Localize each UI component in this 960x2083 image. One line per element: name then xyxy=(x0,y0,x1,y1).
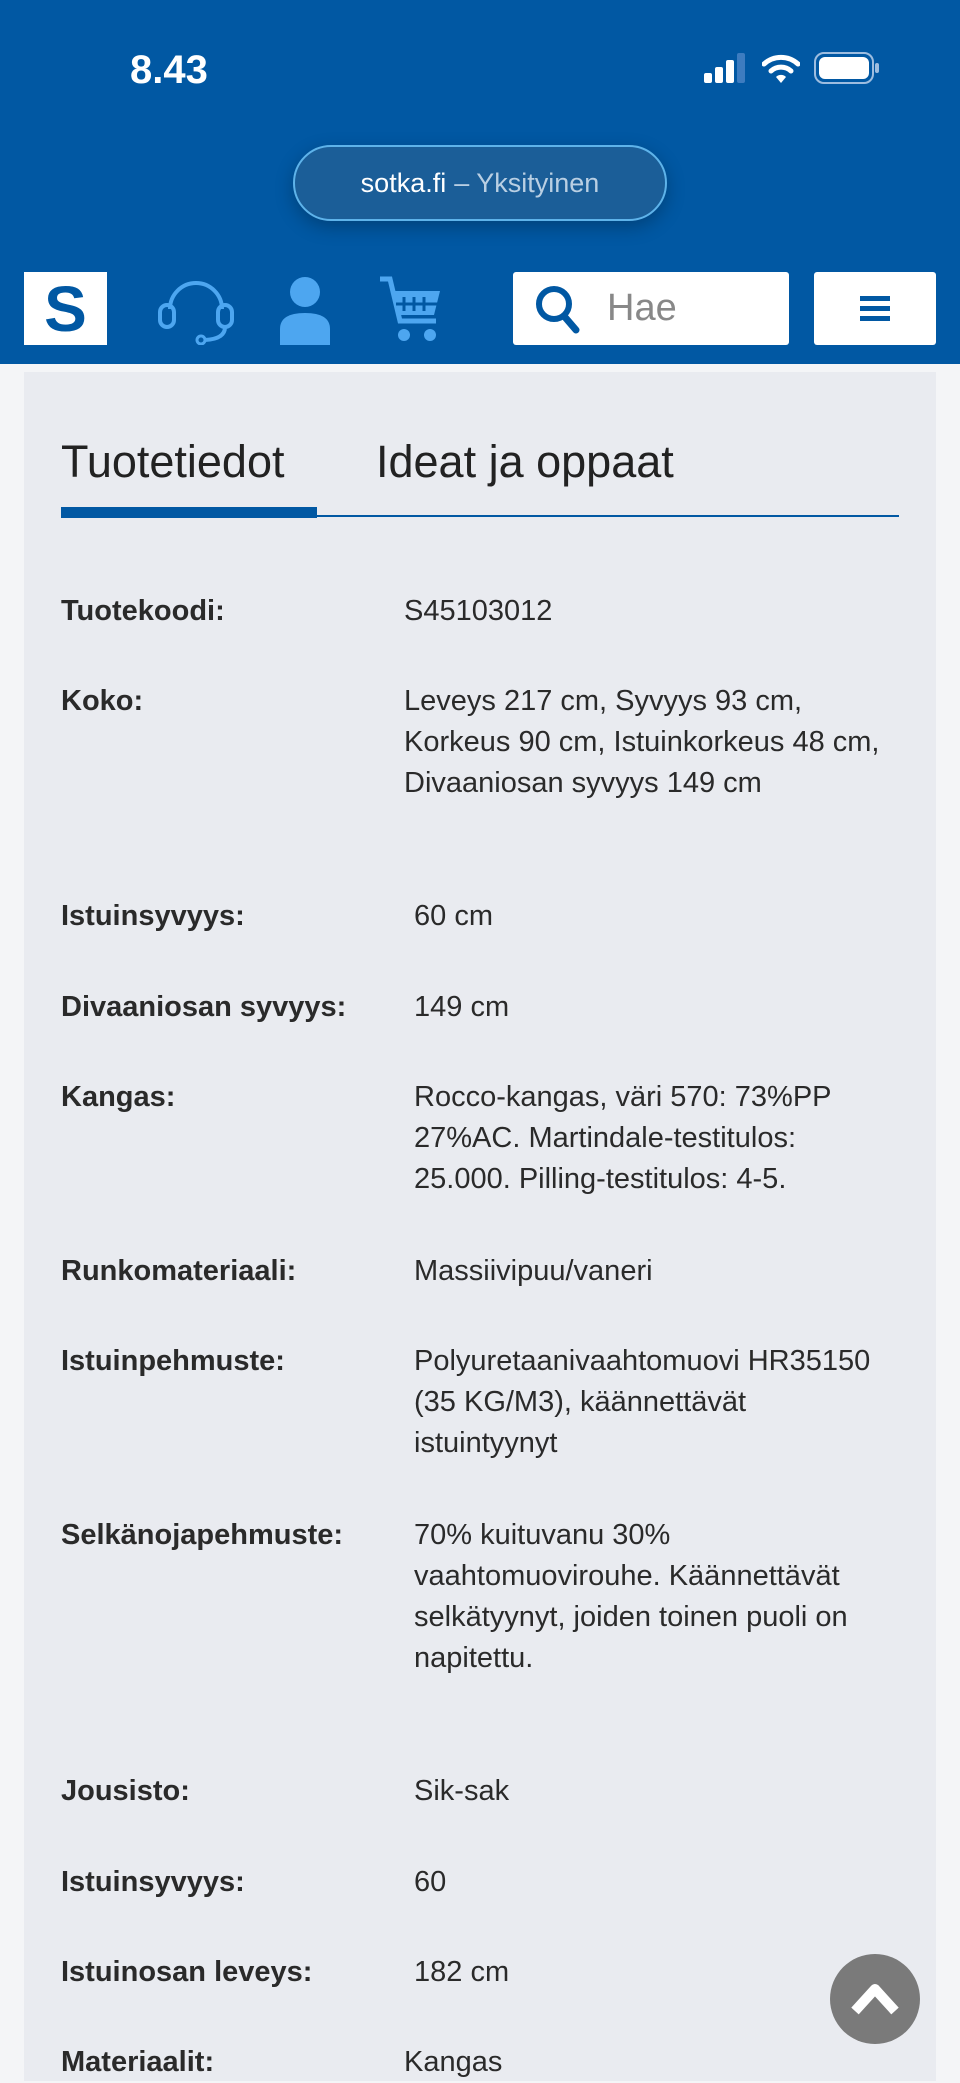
signal-icon xyxy=(704,53,748,83)
sotka-logo[interactable]: S xyxy=(24,272,107,345)
spec-value: Polyuretaanivaahtomuovi HR35150 (35 KG/M3), käännettävät istuintyynyt xyxy=(414,1345,871,1459)
spec-label: Tuotekoodi: xyxy=(61,595,225,627)
spec-value: S45103012 xyxy=(404,595,553,627)
spec-label: Jousisto: xyxy=(61,1775,190,1807)
spec-label: Istuinsyvyys: xyxy=(61,900,245,932)
spec-value: 149 cm xyxy=(414,991,510,1023)
spec-value: Rocco-kangas, väri 570: 73%PP 27%AC. Martindale-testitulos: 25.000. Pilling-testitulos: 4-5. xyxy=(414,1081,831,1195)
user-icon[interactable] xyxy=(278,275,332,345)
battery-icon xyxy=(814,52,880,84)
spec-label: Istuinosan leveys: xyxy=(61,1956,313,1988)
search-icon xyxy=(535,284,581,334)
spec-value: 70% kuituvanu 30% vaahtomuovirouhe. Käännettävät selkätyynyt, joiden toinen puoli on napitettu. xyxy=(414,1519,848,1674)
spec-label: Kangas: xyxy=(61,1081,176,1113)
cart-icon[interactable] xyxy=(378,275,444,345)
search-input[interactable] xyxy=(513,272,789,345)
search-placeholder: Hae xyxy=(607,287,677,329)
status-icons xyxy=(704,52,880,84)
spec-label: Koko: xyxy=(61,685,144,717)
tab-ideat-ja-oppaat[interactable]: Ideat ja oppaat xyxy=(376,436,674,487)
spec-label: Divaaniosan syvyys: xyxy=(61,991,347,1023)
browsing-mode: – Yksityinen xyxy=(454,167,600,198)
spec-value: Massiivipuu/vaneri xyxy=(414,1255,653,1287)
hamburger-icon xyxy=(860,296,890,322)
spec-label: Istuinsyvyys: xyxy=(61,1866,245,1898)
url-bar[interactable] xyxy=(293,145,667,221)
active-tab-indicator xyxy=(61,507,317,518)
spec-label: Runkomateriaali: xyxy=(61,1255,297,1287)
scroll-to-top-button[interactable] xyxy=(830,1954,920,2044)
headset-icon[interactable] xyxy=(156,275,236,345)
url-domain: sotka.fi xyxy=(360,167,447,198)
wifi-icon xyxy=(762,53,800,83)
chevron-up-icon xyxy=(850,1981,900,2017)
spec-value: Leveys 217 cm, Syvyys 93 cm, Korkeus 90 cm, Istuinkorkeus 48 cm, Divaaniosan syvyys 149 cm xyxy=(404,685,880,799)
status-time: 8.43 xyxy=(130,48,208,92)
spec-value: Sik-sak xyxy=(414,1775,510,1807)
spec-label: Istuinpehmuste: xyxy=(61,1345,285,1377)
spec-value: Kangas xyxy=(404,2046,503,2078)
spec-label: Materiaalit: xyxy=(61,2046,215,2078)
menu-button[interactable] xyxy=(814,272,936,345)
spec-value: 60 xyxy=(414,1866,447,1898)
spec-value: 182 cm xyxy=(414,1956,510,1988)
spec-label: Selkänojapehmuste: xyxy=(61,1519,344,1551)
spec-value: 60 cm xyxy=(414,900,493,932)
tab-tuotetiedot[interactable]: Tuotetiedot xyxy=(61,436,285,487)
header xyxy=(0,0,960,364)
